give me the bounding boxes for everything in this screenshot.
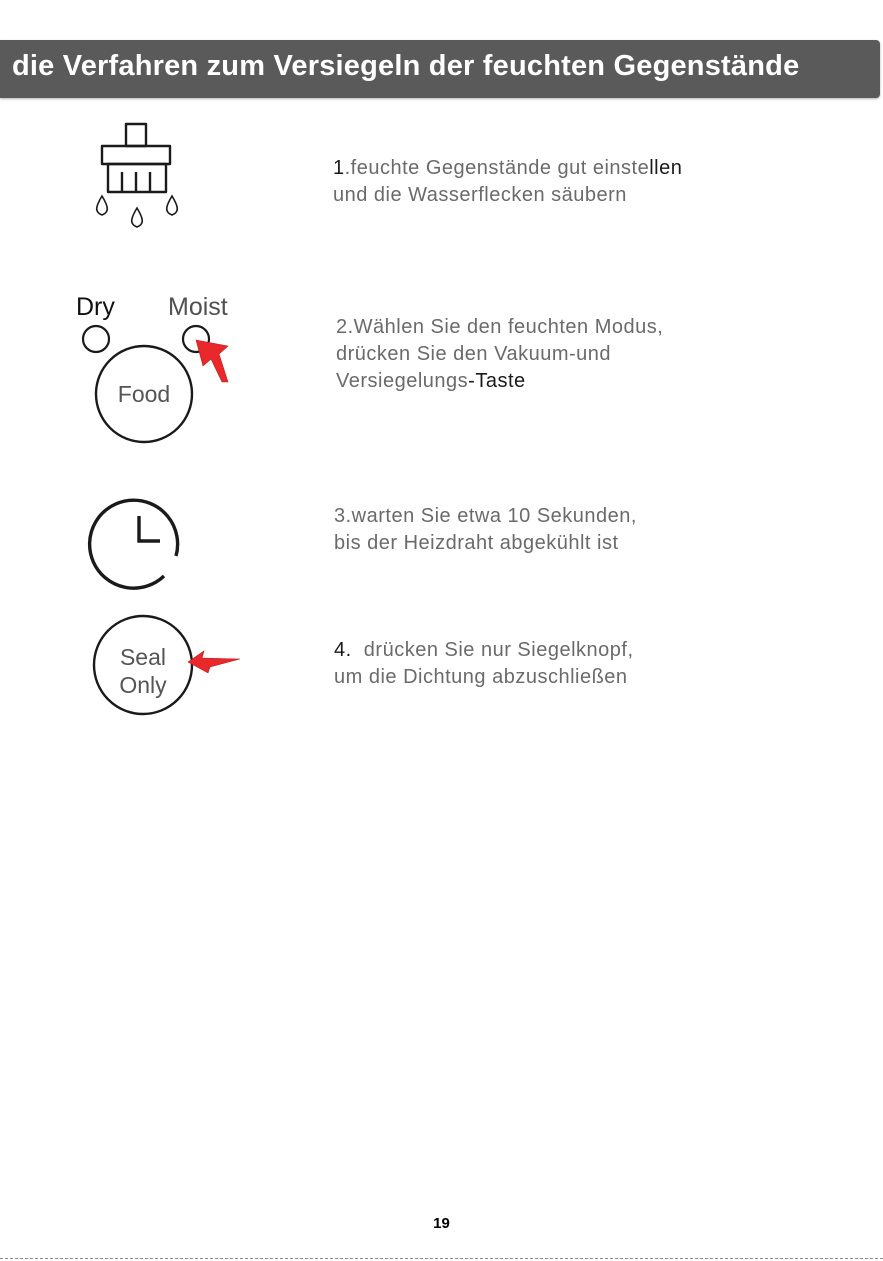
red-arrow-icon [188,651,240,673]
step-3-text: 3.warten Sie etwa 10 Sekunden, bis der Heizdraht abgekühlt ist [334,505,637,554]
header-bar [0,40,880,98]
page-title: die Verfahren zum Versiegeln der feuchten Gegenstände [12,50,800,82]
clock-icon [94,490,190,586]
seal-only-label: Seal Only [119,644,167,698]
step-1-text: 1.feuchte Gegenstände gut einstellen und die Wasserflecken säubern [333,157,683,206]
moist-label: Moist [168,293,228,321]
step-2-text: 2.Wählen Sie den feuchten Modus, drücken Sie den Vakuum-und Versiegelungs-Taste [336,316,664,392]
page-number: 19 [433,1215,450,1232]
brush-with-drops-icon [88,120,188,235]
red-arrow-icon [196,340,228,382]
dry-label: Dry [76,293,115,321]
food-button-label: Food [117,381,171,407]
step-4-text: 4. drücken Sie nur Siegelknopf, um die Dichtung abzuschließen [334,639,634,688]
bottom-divider [0,1258,883,1259]
